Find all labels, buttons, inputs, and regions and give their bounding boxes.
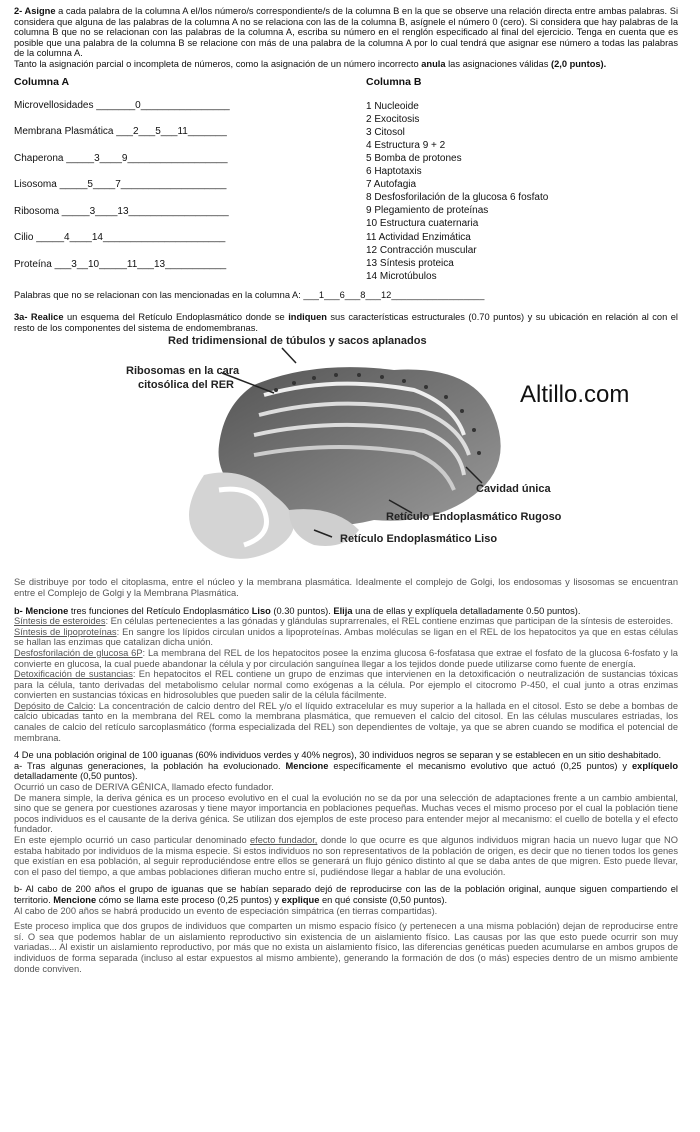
column-b-item: 3 Citosol (366, 126, 405, 138)
q2-note: Tanto la asignación parcial o incompleta de números, como la asignación de un número incorrecto anula las asignaciones válidas (2,0 puntos). (14, 58, 607, 69)
column-b-item: 4 Estructura 9 + 2 (366, 139, 446, 151)
function-item: Síntesis de esteroides: En células pertenecientes a las gónadas y glándulas suprarrenales, el REL contiene enzimas que participan de la síntesis de esteroides. (14, 616, 674, 627)
column-b-item: 2 Exocitosis (366, 113, 420, 125)
column-b-item: 10 Estructura cuaternaria (366, 218, 479, 230)
label-network: Red tridimensional de túbulos y sacos aplanados (168, 335, 427, 348)
column-a (14, 76, 344, 286)
column-b-item: 1 Nucleoide (366, 100, 419, 112)
column-b-item: 7 Autofagia (366, 179, 417, 191)
column-b-item: 11 Actividad Enzimática (366, 231, 471, 243)
matching-columns (14, 76, 678, 286)
q3b-prompt: b- Mencione tres funciones del Retículo Endoplasmático Liso (0.30 puntos). Elija una de ellas y explíquela detalladamente 0.50 puntos). (14, 605, 581, 616)
column-b-item: 8 Desfosforilación de la glucosa 6 fosfato (366, 192, 549, 204)
function-item: Depósito de Calcio: La concentración de calcio dentro del REL y/o el líquido extracelular es muy superior a la hallada en el citosol. Esto se debe a bombas de calcio ubicadas tanto en la membrana del REL como la membrana plasmática, que remueven el calcio del citosol. En las células musculares estriadas, los canales de calcio del retículo sarcoplasmático (forma especializada del REL) son dependientes de voltaje, ya que se abren cuando se modifica el potencial de membrana. (14, 700, 678, 743)
exam-page (14, 6, 678, 974)
column-b-item: 14 Microtúbulos (366, 270, 437, 282)
q4b-answer-1: Al cabo de 200 años se habrá producido un evento de especiación simpátrica (en tierras compartidas). (14, 905, 438, 916)
column-a-title: Columna A (14, 75, 70, 88)
label-rel: Retículo Endoplasmático Liso (340, 533, 498, 546)
q3a-prompt: 3a- Realice un esquema del Retículo Endoplasmático donde se indiquen sus características estructurales (0.70 puntos) y su ubicación en relación al con el resto de los componentes del sistema de endomembranas. (14, 312, 678, 333)
column-b-title: Columna B (366, 75, 422, 88)
column-a-item: Chaperona _____3____9__________________ (14, 152, 228, 164)
q4a-answer-3: En este ejemplo ocurrió un caso particular denominado efecto fundador, donde lo que ocurre es que algunos individuos migran hacia un nuevo lugar que NO estaba habitado por individuos de la misma especie. Si estos individuos no son representativos de la población de origen, es decir que no tienen todos los genes que existían en esa población, al seguir reproduciéndose entre ellos se generará un flujo génico distinto al que se daba antes de que migren. Esto puede llevar, con el paso del tiempo, a que ambas poblaciones difieran mucho entre sí, pudiéndose llegar a hablar de una evolución. (14, 835, 678, 877)
q4-intro: 4 De una población original de 100 iguanas (60% individuos verdes y 40% negros), 30 individuos negros se separan y se establecen en un sitio deshabitado. (14, 750, 662, 761)
function-item: Síntesis de lipoproteínas: En sangre los lípidos circulan unidos a lipoproteínas. Ambas moléculas se ligan en el REL de los hepatocitos ya que en estas células se hallan las enzimas que catalizan dicha unión. (14, 626, 678, 648)
column-a-item: Proteína ___3__10_____11___13___________ (14, 258, 227, 270)
column-b-item: 9 Plegamiento de proteínas (366, 205, 489, 217)
column-b-item: 6 Haptotaxis (366, 166, 422, 178)
column-b-item: 12 Contracción muscular (366, 244, 477, 256)
watermark-text: Altillo.com (520, 381, 630, 409)
er-diagram (14, 335, 678, 577)
column-b-item: 5 Bomba de protones (366, 152, 462, 164)
q4b-prompt: b- Al cabo de 200 años el grupo de iguanas que se habían separado dejó de reproducirse con las de la población original, aunque siguen compartiendo el territorio. Mencione cómo se llama este proceso (0,25 puntos) y explique en qué consiste (0,50 puntos). (14, 884, 678, 905)
q3a-answer: Se distribuye por todo el citoplasma, entre el núcleo y la membrana plasmática. Idealmente el complejo de Golgi, los endosomas y lisosomas se encuentran entre el Complejo de Golgi y la Membrana Plasmática. (14, 577, 678, 598)
q4a-answer-1: Ocurrió un caso de DERIVA GÉNICA, llamado efecto fundador. (14, 782, 274, 793)
unrelated-words-line: Palabras que no se relacionan con las mencionadas en la columna A: ___1___6___8___12__________________ (14, 289, 485, 300)
column-a-item: Cilio _____4____14______________________ (14, 232, 226, 244)
label-cavity: Cavidad única (476, 483, 551, 496)
label-rer: Retículo Endoplasmático Rugoso (386, 511, 562, 524)
column-a-item: Microvellosidades _______0________________ (14, 99, 230, 111)
q2-instructions: 2- Asigne a cada palabra de la columna A el/los número/s correspondiente/s de la columna B en la que se observe una relación directa entre ambas palabras. Si considera que alguna de las palabras de la columna A no se relaciona con las de la columna B, asígnele el número 0 (cero). Si considera que hay palabras de la columna B que no se relacionan con las palabras de la columna A, escriba su número en el renglón especificado al final del ejercicio. Tenga en cuenta que es posible que una palabra de la columna B se relacione con más de una palabra de la columna A por lo cual tendrá que asignar ese número a todas las palabras de la columna A. (14, 6, 679, 59)
function-item: Desfosforilación de glucosa 6P: La membrana del REL de los hepatocitos posee la enzima glucosa 6-fosfatasa que extrae el fosfato de la glucosa 6-fosfato y la convierte en glucosa, la cual puede abandonar la célula y por circulación sanguínea llegar a los tejidos donde puede utilizarse como fuente de energía. (14, 647, 678, 669)
label-ribosomes-1: Ribosomas en la cara (126, 365, 240, 378)
q4a-prompt: a- Tras algunas generaciones, la población ha evolucionado. Mencione específicamente el mecanismo evolutivo que actuó (0,25 puntos) y explíquelo detalladamente (0,50 puntos). (14, 760, 678, 782)
q4a-answer-2: De manera simple, la deriva génica es un proceso evolutivo en el cual la evolución no se da por una selección de adaptaciones frente a un cambio ambiental, sino que se genera por cuestiones azarosas y tiene mayor importancia en poblaciones pequeñas. Muchas veces el mismo proceso por el cual la población tiene pocos individuos es el causante de la deriva génica. Se utilizan dos ejemplos de este proceso para entender mejor al mecanismo: el cuello de botella y el efecto fundador. (14, 792, 678, 835)
q4b-answer-2: Este proceso implica que dos grupos de individuos que comparten un mismo espacio físico (y pertenecen a una misma población) dejan de reproducirse entre sí. O sea que podemos hablar de un aislamiento reproductivo sin existencia de un aislamiento físico. Las causas por las que esto puede ocurrir son muy variadas... Al existir un aislamiento reproductivo, por más que no exista un aislamiento físico, las diferencias genéticas pueden acumularse en ambos grupos de individuos de forma separada (incluso al estar expuestos al mismo ambiente), generando la formación de dos (o más) especies dentro de un mismo ambiente donde conviven. (14, 921, 678, 974)
column-b (366, 76, 666, 283)
column-b-item: 13 Síntesis proteica (366, 257, 454, 269)
column-a-item: Ribosoma _____3____13__________________ (14, 205, 229, 217)
function-item: Detoxificación de sustancias: En hepatocitos el REL contiene un grupo de enzimas que intervienen en la detoxificación o neutralización de sustancias tóxicas para la célula, tanto derivadas del metabolismo celular normal como exógenas a la célula. Por ejemplo el citocromo P-450, el cual junto a otras enzimas convierten en sustancias tóxicas en hidrosolubles que pueden salir de la célula fácilmente. (14, 669, 678, 701)
column-a-item: Lisosoma _____5____7___________________ (14, 179, 227, 191)
label-ribosomes-2: citosólica del RER (138, 379, 234, 392)
column-a-item: Membrana Plasmática ___2___5___11_______ (14, 126, 227, 138)
